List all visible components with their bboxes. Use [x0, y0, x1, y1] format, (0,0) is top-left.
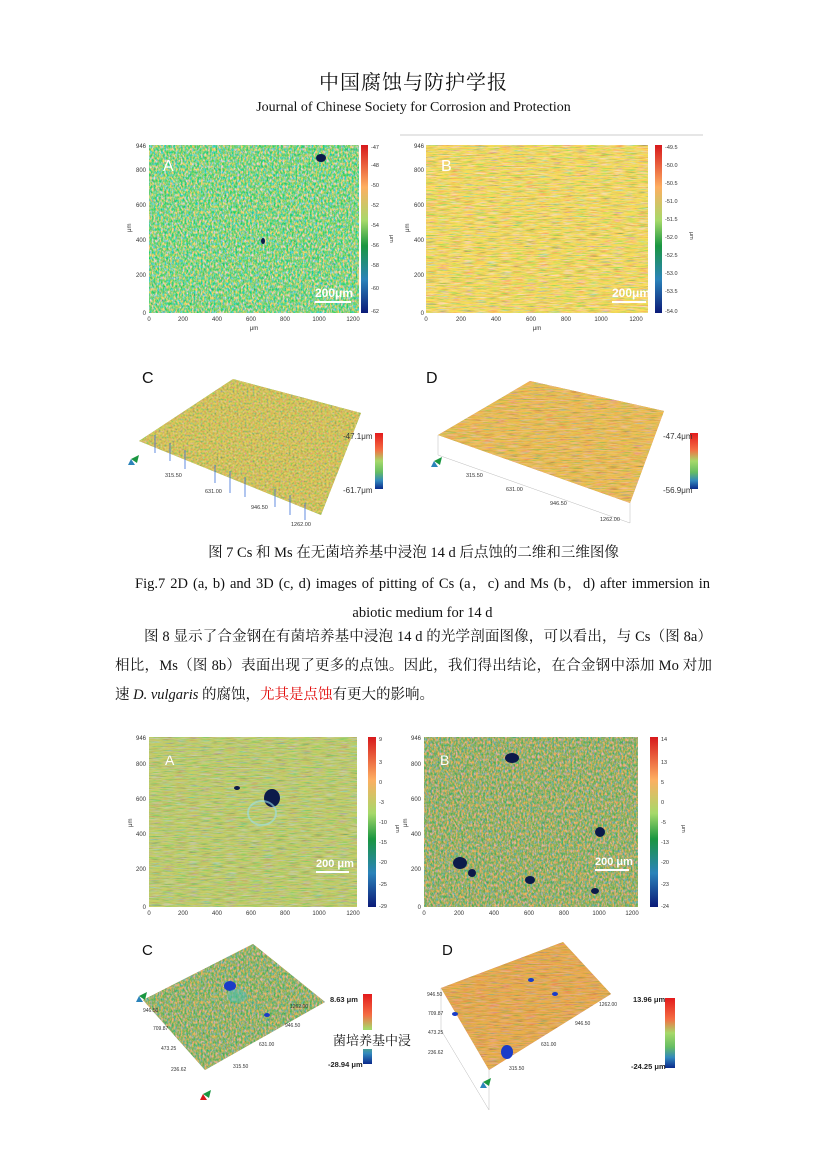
fig7b-cb-tick: -53.5 — [665, 289, 678, 295]
fig7a-y-tick: 946 — [135, 144, 146, 150]
fig7d-colorbar — [690, 433, 698, 489]
fig7b-cb-tick: -52.0 — [665, 235, 678, 241]
fig7d-tick: 631.00 — [506, 487, 523, 493]
fig7c-orientation-icon — [128, 455, 139, 465]
fig8a-x-tick: 200 — [177, 911, 189, 917]
fig8a-y-tick: 400 — [135, 832, 146, 838]
fig8d-tick: 473.25 — [428, 1030, 444, 1036]
fig8a-cb-tick: -29 — [379, 904, 387, 910]
fig8-panel-a — [125, 733, 400, 923]
fig7b-scale-label: 200μm — [612, 286, 651, 300]
paragraph-part2: 的腐蚀， — [198, 687, 260, 703]
fig8a-panel-letter: A — [165, 752, 175, 768]
fig8b-pit — [468, 869, 476, 877]
fig7a-cb-tick: -62 — [371, 309, 379, 315]
fig8a-x-tick: 0 — [147, 911, 151, 917]
fig7b-cb-tick: -50.5 — [665, 181, 678, 187]
fig7d-tick: 1262.00 — [600, 517, 620, 523]
fig8d-cb-top: 13.96 μm — [633, 995, 666, 1004]
fig8b-cb-tick: 0 — [661, 800, 665, 806]
fig8d-tick: 946.50 — [427, 992, 443, 998]
fig7b-cb-unit: μm — [688, 232, 694, 240]
fig8c-tick: 473.25 — [161, 1046, 177, 1052]
fig7b-y-tick: 800 — [413, 168, 424, 174]
fig8d-tick: 631.00 — [541, 1042, 557, 1048]
fig7b-colorbar — [655, 145, 662, 313]
fig8c-tick: 946.50 — [143, 1008, 159, 1014]
fig8b-y-tick: 200 — [410, 867, 421, 873]
fig7b-x-axis — [424, 317, 643, 332]
fig8a-cb-tick: 9 — [379, 737, 383, 743]
fig7a-pit — [261, 238, 265, 244]
fig8a-cb-tick: -10 — [379, 820, 387, 826]
fig8b-y-axis — [403, 736, 422, 911]
journal-title-cn: 中国腐蚀与防护学报 — [319, 72, 508, 94]
paragraph-part3: 有更大的影响。 — [332, 687, 434, 703]
fig8d-tick: 1262.00 — [599, 1002, 618, 1008]
body-paragraph — [115, 623, 712, 710]
fig7a-pit — [316, 154, 326, 162]
fig8b-y-tick: 0 — [417, 905, 421, 911]
fig8b-pit — [525, 876, 535, 884]
fig8b-cb-tick: -23 — [661, 882, 669, 888]
fig7a-scale-label: 200μm — [315, 286, 354, 300]
fig7b-y-unit: μm — [405, 223, 411, 232]
fig8d-pit — [552, 992, 558, 996]
fig7a-cb-tick: -58 — [371, 263, 379, 269]
fig8b-y-tick: 946 — [410, 736, 421, 742]
fig7a-y-tick: 400 — [135, 238, 146, 244]
overlapping-caption-fragment: 菌培养基中浸 — [333, 1030, 425, 1049]
fig8c-panel-letter: C — [142, 942, 153, 959]
fig8a-y-axis — [128, 736, 147, 911]
fig8b-pit — [453, 857, 467, 869]
fig8a-colorbar — [368, 737, 376, 907]
fig7-panel-d — [420, 365, 710, 530]
fig7c-colorbar — [375, 433, 383, 489]
fig8a-y-tick: 600 — [135, 797, 146, 803]
fig7b-cb-tick: -52.5 — [665, 253, 678, 259]
fig7a-cb-tick: -47 — [371, 145, 379, 151]
fig8d-panel-letter: D — [442, 942, 453, 959]
fig7a-y-tick: 800 — [135, 168, 146, 174]
journal-title-en: Journal of Chinese Society for Corrosion and Protection — [256, 100, 571, 115]
fig8-panel-c — [125, 930, 400, 1110]
fig7a-cb-tick: -52 — [371, 203, 379, 209]
fig8-panel-b — [400, 733, 700, 923]
fig8d-tick: 946.50 — [575, 1021, 591, 1027]
fig8b-x-axis — [422, 911, 639, 917]
fig8b-x-tick: 800 — [558, 911, 570, 917]
fig7b-x-tick: 1000 — [594, 317, 608, 323]
fig7d-tick: 946.50 — [550, 501, 567, 507]
fig8b-panel-letter: B — [440, 752, 450, 768]
fig8d-colorbar — [665, 998, 675, 1068]
fig8c-colorbar — [363, 994, 372, 1064]
fig8b-x-tick: 1200 — [625, 911, 639, 917]
fig8d-orientation-icon — [480, 1078, 491, 1088]
fig7c-tick: 315.50 — [165, 473, 182, 479]
fig8b-x-tick: 600 — [523, 911, 535, 917]
fig7d-tick: 315.50 — [466, 473, 483, 479]
fig8b-pit — [505, 753, 519, 763]
fig7d-cb-bottom: -56.9μm — [663, 486, 693, 495]
fig8a-y-tick: 200 — [135, 867, 146, 873]
fig7b-cb-tick: -53.0 — [665, 271, 678, 277]
fig7a-y-axis — [127, 144, 147, 317]
fig8b-cb-tick: -20 — [661, 860, 669, 866]
fig8c-tick: 946.50 — [285, 1023, 301, 1029]
fig7-caption-cn: 图 7 Cs 和 Ms 在无菌培养基中浸泡 14 d 后点蚀的二维和三维图像 — [208, 545, 619, 561]
fig7-panel-b — [400, 132, 703, 335]
fig8a-cb-tick: -15 — [379, 840, 387, 846]
fig8b-cb-tick: 5 — [661, 780, 665, 786]
fig8a-x-tick: 1200 — [346, 911, 360, 917]
fig8a-cb-tick: -20 — [379, 860, 387, 866]
fig8c-tick: 236.62 — [171, 1067, 187, 1073]
fig8b-scale-label: 200 μm — [595, 856, 633, 868]
fig7a-x-tick: 0 — [147, 317, 151, 323]
fig8c-pit — [264, 1013, 270, 1017]
fig7a-x-tick: 1200 — [346, 317, 360, 323]
fig7c-surface-texture — [125, 365, 375, 525]
fig7b-x-tick: 0 — [424, 317, 428, 323]
fig8b-y-tick: 600 — [410, 797, 421, 803]
fig7a-x-axis — [147, 317, 360, 332]
fig8b-cb-tick: -13 — [661, 840, 669, 846]
fig8b-pit — [595, 827, 605, 837]
fig7a-x-tick: 1000 — [312, 317, 326, 323]
fig8c-tick: 1262.00 — [290, 1004, 309, 1010]
fig8a-scale-label: 200 μm — [316, 858, 354, 870]
fig8c-tick: 709.87 — [153, 1026, 169, 1032]
fig8c-pit-halo — [227, 989, 247, 1003]
fig8d-tick: 315.50 — [509, 1066, 525, 1072]
fig7c-tick: 946.50 — [251, 505, 268, 511]
fig7a-y-tick: 600 — [135, 203, 146, 209]
fig8a-x-tick: 1000 — [312, 911, 326, 917]
fig8d-pit — [452, 1012, 458, 1016]
fig7b-y-tick: 0 — [420, 311, 424, 317]
fig7c-cb-bottom: -61.7μm — [343, 486, 373, 495]
fig8a-x-tick: 600 — [245, 911, 257, 917]
fig8a-x-tick: 800 — [279, 911, 291, 917]
fig7a-x-tick: 800 — [279, 317, 291, 323]
fig8d-tick: 709.87 — [428, 1011, 444, 1017]
fig8a-x-axis — [147, 911, 360, 917]
species-name: D. vulgaris — [133, 687, 199, 703]
fig8a-cb-tick: 3 — [379, 760, 383, 766]
fig7a-y-unit: μm — [127, 223, 133, 232]
fig7c-tick: 1262.00 — [291, 522, 311, 528]
fig7-panel-c — [125, 365, 405, 530]
fig8d-tick: 236.62 — [428, 1050, 444, 1056]
fig7a-x-tick: 200 — [177, 317, 189, 323]
fig7a-cb-tick: -56 — [371, 243, 379, 249]
fig7b-x-tick: 600 — [525, 317, 537, 323]
fig8b-y-tick: 800 — [410, 762, 421, 768]
fig7b-y-tick: 600 — [413, 203, 424, 209]
fig8b-cb-tick: 13 — [661, 760, 668, 766]
fig7d-surface-texture — [420, 365, 680, 515]
fig7a-cb-unit: μm — [388, 235, 394, 243]
fig7b-cb-tick: -51.5 — [665, 217, 678, 223]
fig8b-x-tick: 0 — [422, 911, 426, 917]
fig8b-colorbar-ticks — [661, 737, 686, 910]
fig7a-x-tick: 400 — [211, 317, 223, 323]
fig7a-x-unit: μm — [249, 326, 259, 332]
fig7b-y-tick: 400 — [413, 238, 424, 244]
fig8a-cb-unit: μm — [394, 825, 400, 833]
fig7b-x-unit: μm — [532, 326, 542, 332]
fig7d-orientation-icon — [431, 457, 442, 467]
fig8a-pit — [234, 786, 240, 790]
fig8c-tick: 631.00 — [259, 1042, 275, 1048]
fig8b-x-tick: 400 — [488, 911, 500, 917]
fig8a-colorbar-ticks — [379, 737, 400, 910]
fig7d-panel-letter: D — [426, 370, 438, 387]
paragraph-part1: 图 8 显示了合金钢在有菌培养基中浸泡 14 d 的光学剖面图像，可以看出，与 Cs（图 8a）相比，Ms（图 8b）表面出现了更多的点蚀。因此，我们得出结论，在合金钢中添加 Mo 对加速 — [115, 629, 712, 703]
fig7c-cb-top: -47.1μm — [343, 432, 373, 441]
fig7a-colorbar-ticks — [371, 145, 394, 315]
fig7-panel-a — [125, 140, 395, 335]
fig8b-cb-unit: μm — [680, 825, 686, 833]
fig8b-cb-tick: -24 — [661, 904, 669, 910]
highlighted-text: 尤其是点蚀 — [260, 687, 333, 703]
fig7a-cb-tick: -48 — [371, 163, 379, 169]
fig8c-cb-bottom: -28.94 μm — [328, 1060, 363, 1069]
fig7a-cb-tick: -60 — [371, 286, 379, 292]
fig8b-y-unit: μm — [403, 818, 409, 827]
fig7c-panel-letter: C — [142, 370, 154, 387]
fig8a-cb-tick: -3 — [379, 800, 384, 806]
fig7b-cb-tick: -50.0 — [665, 163, 678, 169]
fig8a-y-tick: 0 — [142, 905, 146, 911]
fig7a-panel-letter: A — [163, 158, 174, 175]
fig8c-surface-texture — [125, 930, 345, 1080]
fig7b-cb-tick: -51.0 — [665, 199, 678, 205]
fig7b-y-axis — [405, 144, 425, 317]
fig8a-x-tick: 400 — [211, 911, 223, 917]
fig8a-cb-tick: -25 — [379, 882, 387, 888]
fig8b-cb-tick: -5 — [661, 820, 666, 826]
fig8a-cb-tick: 0 — [379, 780, 383, 786]
fig8d-pit — [528, 978, 534, 982]
fig7d-cb-top: -47.4μm — [663, 432, 693, 441]
fig7b-x-tick: 400 — [490, 317, 502, 323]
fig8d-cb-bottom: -24.25 μm — [631, 1062, 666, 1071]
fig8a-y-unit: μm — [128, 818, 134, 827]
fig8a-y-tick: 800 — [135, 762, 146, 768]
fig7b-panel-letter: B — [441, 158, 452, 175]
fig8b-cb-tick: 14 — [661, 737, 668, 743]
fig7c-tick: 631.00 — [205, 489, 222, 495]
fig7b-colorbar-ticks — [665, 145, 694, 315]
fig8-panel-d — [425, 930, 710, 1115]
fig7b-x-tick: 200 — [455, 317, 467, 323]
fig7-caption-en: Fig.7 2D (a, b) and 3D (c, d) images of pitting of Cs (a，c) and Ms (b，d) after immersion in abiotic medium for 14 d — [135, 576, 710, 621]
fig7a-colorbar — [361, 145, 368, 313]
fig8b-colorbar — [650, 737, 658, 907]
fig7a-y-tick: 0 — [142, 311, 146, 317]
fig8b-x-tick: 200 — [453, 911, 465, 917]
fig8a-y-tick: 946 — [135, 736, 146, 742]
fig8b-x-tick: 1000 — [592, 911, 606, 917]
fig8c-cb-top: 8.63 μm — [330, 995, 358, 1004]
fig7b-cb-tick: -49.5 — [665, 145, 678, 151]
fig7b-x-tick: 800 — [560, 317, 572, 323]
fig7b-x-tick: 1200 — [629, 317, 643, 323]
fig7a-cb-tick: -54 — [371, 223, 379, 229]
fig7b-cb-tick: -54.0 — [665, 309, 678, 315]
fig7b-y-tick: 200 — [413, 273, 424, 279]
fig7a-y-tick: 200 — [135, 273, 146, 279]
fig8c-tick: 315.50 — [233, 1064, 249, 1070]
fig7a-cb-tick: -50 — [371, 183, 379, 189]
fig8d-pit — [501, 1045, 513, 1059]
fig8b-pit — [591, 888, 599, 894]
fig7b-y-tick: 946 — [413, 144, 424, 150]
fig7a-x-tick: 600 — [245, 317, 257, 323]
fig8b-y-tick: 400 — [410, 832, 421, 838]
